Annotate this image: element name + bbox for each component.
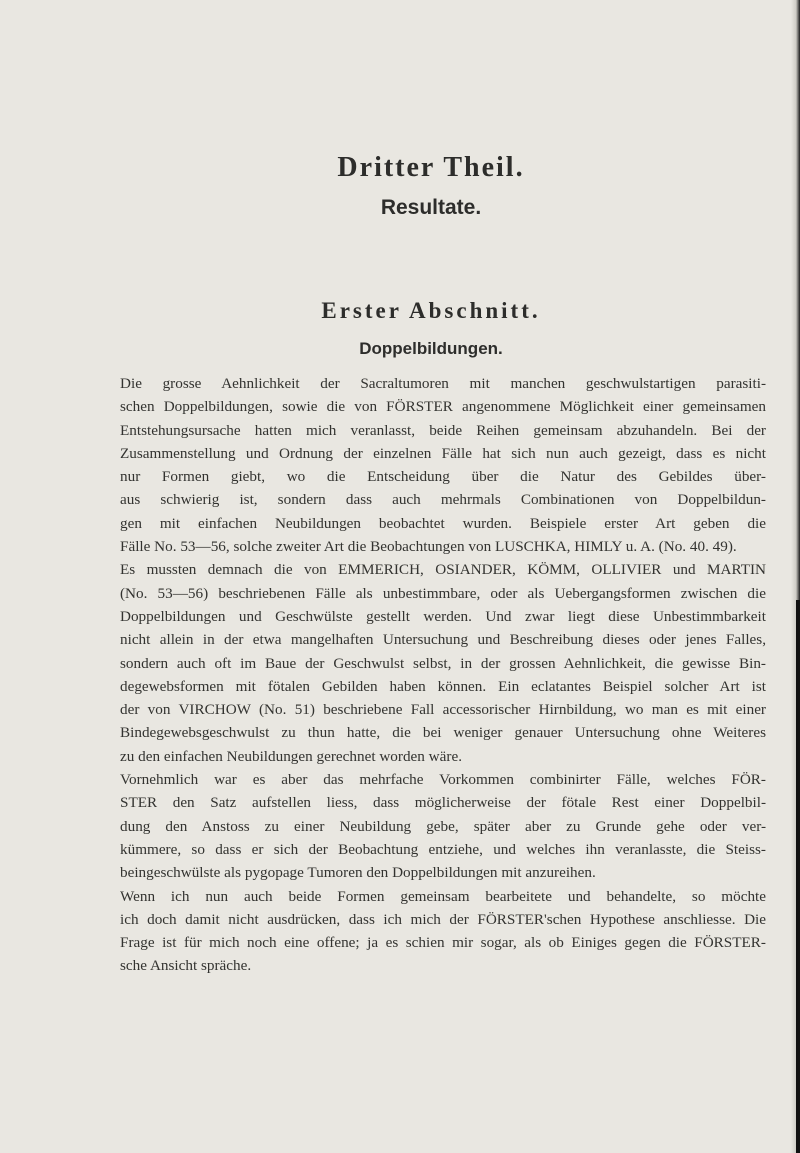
text-line: Wenn ich nun auch beide Formen gemeinsam bearbeitete und behandelte, so möchte — [120, 887, 766, 905]
body-text — [96, 372, 766, 978]
text-line: degewebsformen mit fötalen Gebilden haben können. Ein eclatantes Beispiel solcher Art ist — [120, 677, 766, 695]
text-line: gen mit einfachen Neubildungen beobachtet wurden. Beispiele erster Art geben die — [120, 514, 766, 532]
paragraph-3 — [96, 768, 766, 884]
text-line: sche Ansicht spräche. — [120, 957, 252, 975]
section-title: Erster Abschnitt. — [321, 298, 541, 323]
text-line: Zusammenstellung und Ordnung der einzelnen Fälle hat sich nun auch gezeigt, dass es nicht — [120, 444, 766, 462]
part-title: Dritter Theil. — [337, 152, 525, 183]
text-line: Vornehmlich war es aber das mehrfache Vorkommen combinirter Fälle, welches FÖR- — [120, 771, 766, 789]
text-line: aus schwierig ist, sondern dass auch mehrmals Combinationen von Doppelbildun- — [120, 491, 766, 509]
paragraph-2 — [96, 558, 766, 768]
text-line: nicht allein in der etwa mangelhaften Untersuchung und Beschreibung dieses oder jenes Falles, — [120, 631, 766, 649]
section-subtitle: Doppelbildungen. — [359, 339, 503, 358]
part-subtitle: Resultate. — [380, 196, 482, 219]
text-line: Bindegewebsgeschwulst zu thun hatte, die bei weniger genauer Untersuchung ohne Weiteres — [120, 724, 766, 742]
text-line: Entstehungsursache hatten mich veranlasst, beide Reihen gemeinsam abzuhandeln. Bei der — [120, 421, 766, 439]
text-line: (No. 53—56) beschriebenen Fälle als unbestimmbare, oder als Uebergangsformen zwischen die — [120, 584, 766, 602]
text-line: Doppelbildungen und Geschwülste gestellt werden. Und zwar liegt diese Unbestimmbarkeit — [120, 607, 766, 625]
paragraph-1 — [96, 372, 766, 558]
text-line: zu den einfachen Neubildungen gerechnet worden wäre. — [120, 747, 462, 765]
binding-shadow — [796, 600, 800, 1153]
text-line: kümmere, so dass er sich der Beobachtung entziehe, und welches ihn veranlasste, die Steiss- — [120, 840, 766, 858]
text-line: STER den Satz aufstellen liess, dass möglicherweise der fötale Rest einer Doppelbil- — [120, 794, 766, 812]
text-line: sondern auch oft im Baue der Geschwulst selbst, in der grossen Aehnlichkeit, die gewisse Bin- — [120, 654, 766, 672]
text-line: schen Doppelbildungen, sowie die von FÖRSTER angenommene Möglichkeit einer gemeinsamen — [120, 398, 766, 416]
text-line: Die grosse Aehnlichkeit der Sacraltumoren mit manchen geschwulstartigen parasiti- — [120, 375, 766, 392]
text-line: nur Formen giebt, wo die Entscheidung über die Natur des Gebildes über- — [120, 468, 766, 486]
text-line: der von VIRCHOW (No. 51) beschriebene Fall accessorischer Hirnbildung, wo man es mit einer — [120, 701, 766, 719]
paragraph-4 — [96, 885, 766, 978]
text-line: Es mussten demnach die von EMMERICH, OSIANDER, KÖMM, OLLIVIER und MARTIN — [120, 561, 766, 579]
text-line: beingeschwülste als pygopage Tumoren den Doppelbildungen mit anzureihen. — [120, 864, 596, 882]
text-line: Frage ist für mich noch eine offene; ja es schien mir sogar, als ob Einiges gegen die FÖRSTER- — [120, 934, 766, 952]
text-line: ich doch damit nicht ausdrücken, dass ich mich der FÖRSTER'schen Hypothese anschliesse. Die — [120, 910, 766, 928]
text-line: Fälle No. 53—56, solche zweiter Art die Beobachtungen von LUSCHKA, HIMLY u. A. (No. 40. 49). — [120, 538, 737, 556]
text-line: dung den Anstoss zu einer Neubildung gebe, später aber zu Grunde gehe oder ver- — [120, 817, 766, 835]
